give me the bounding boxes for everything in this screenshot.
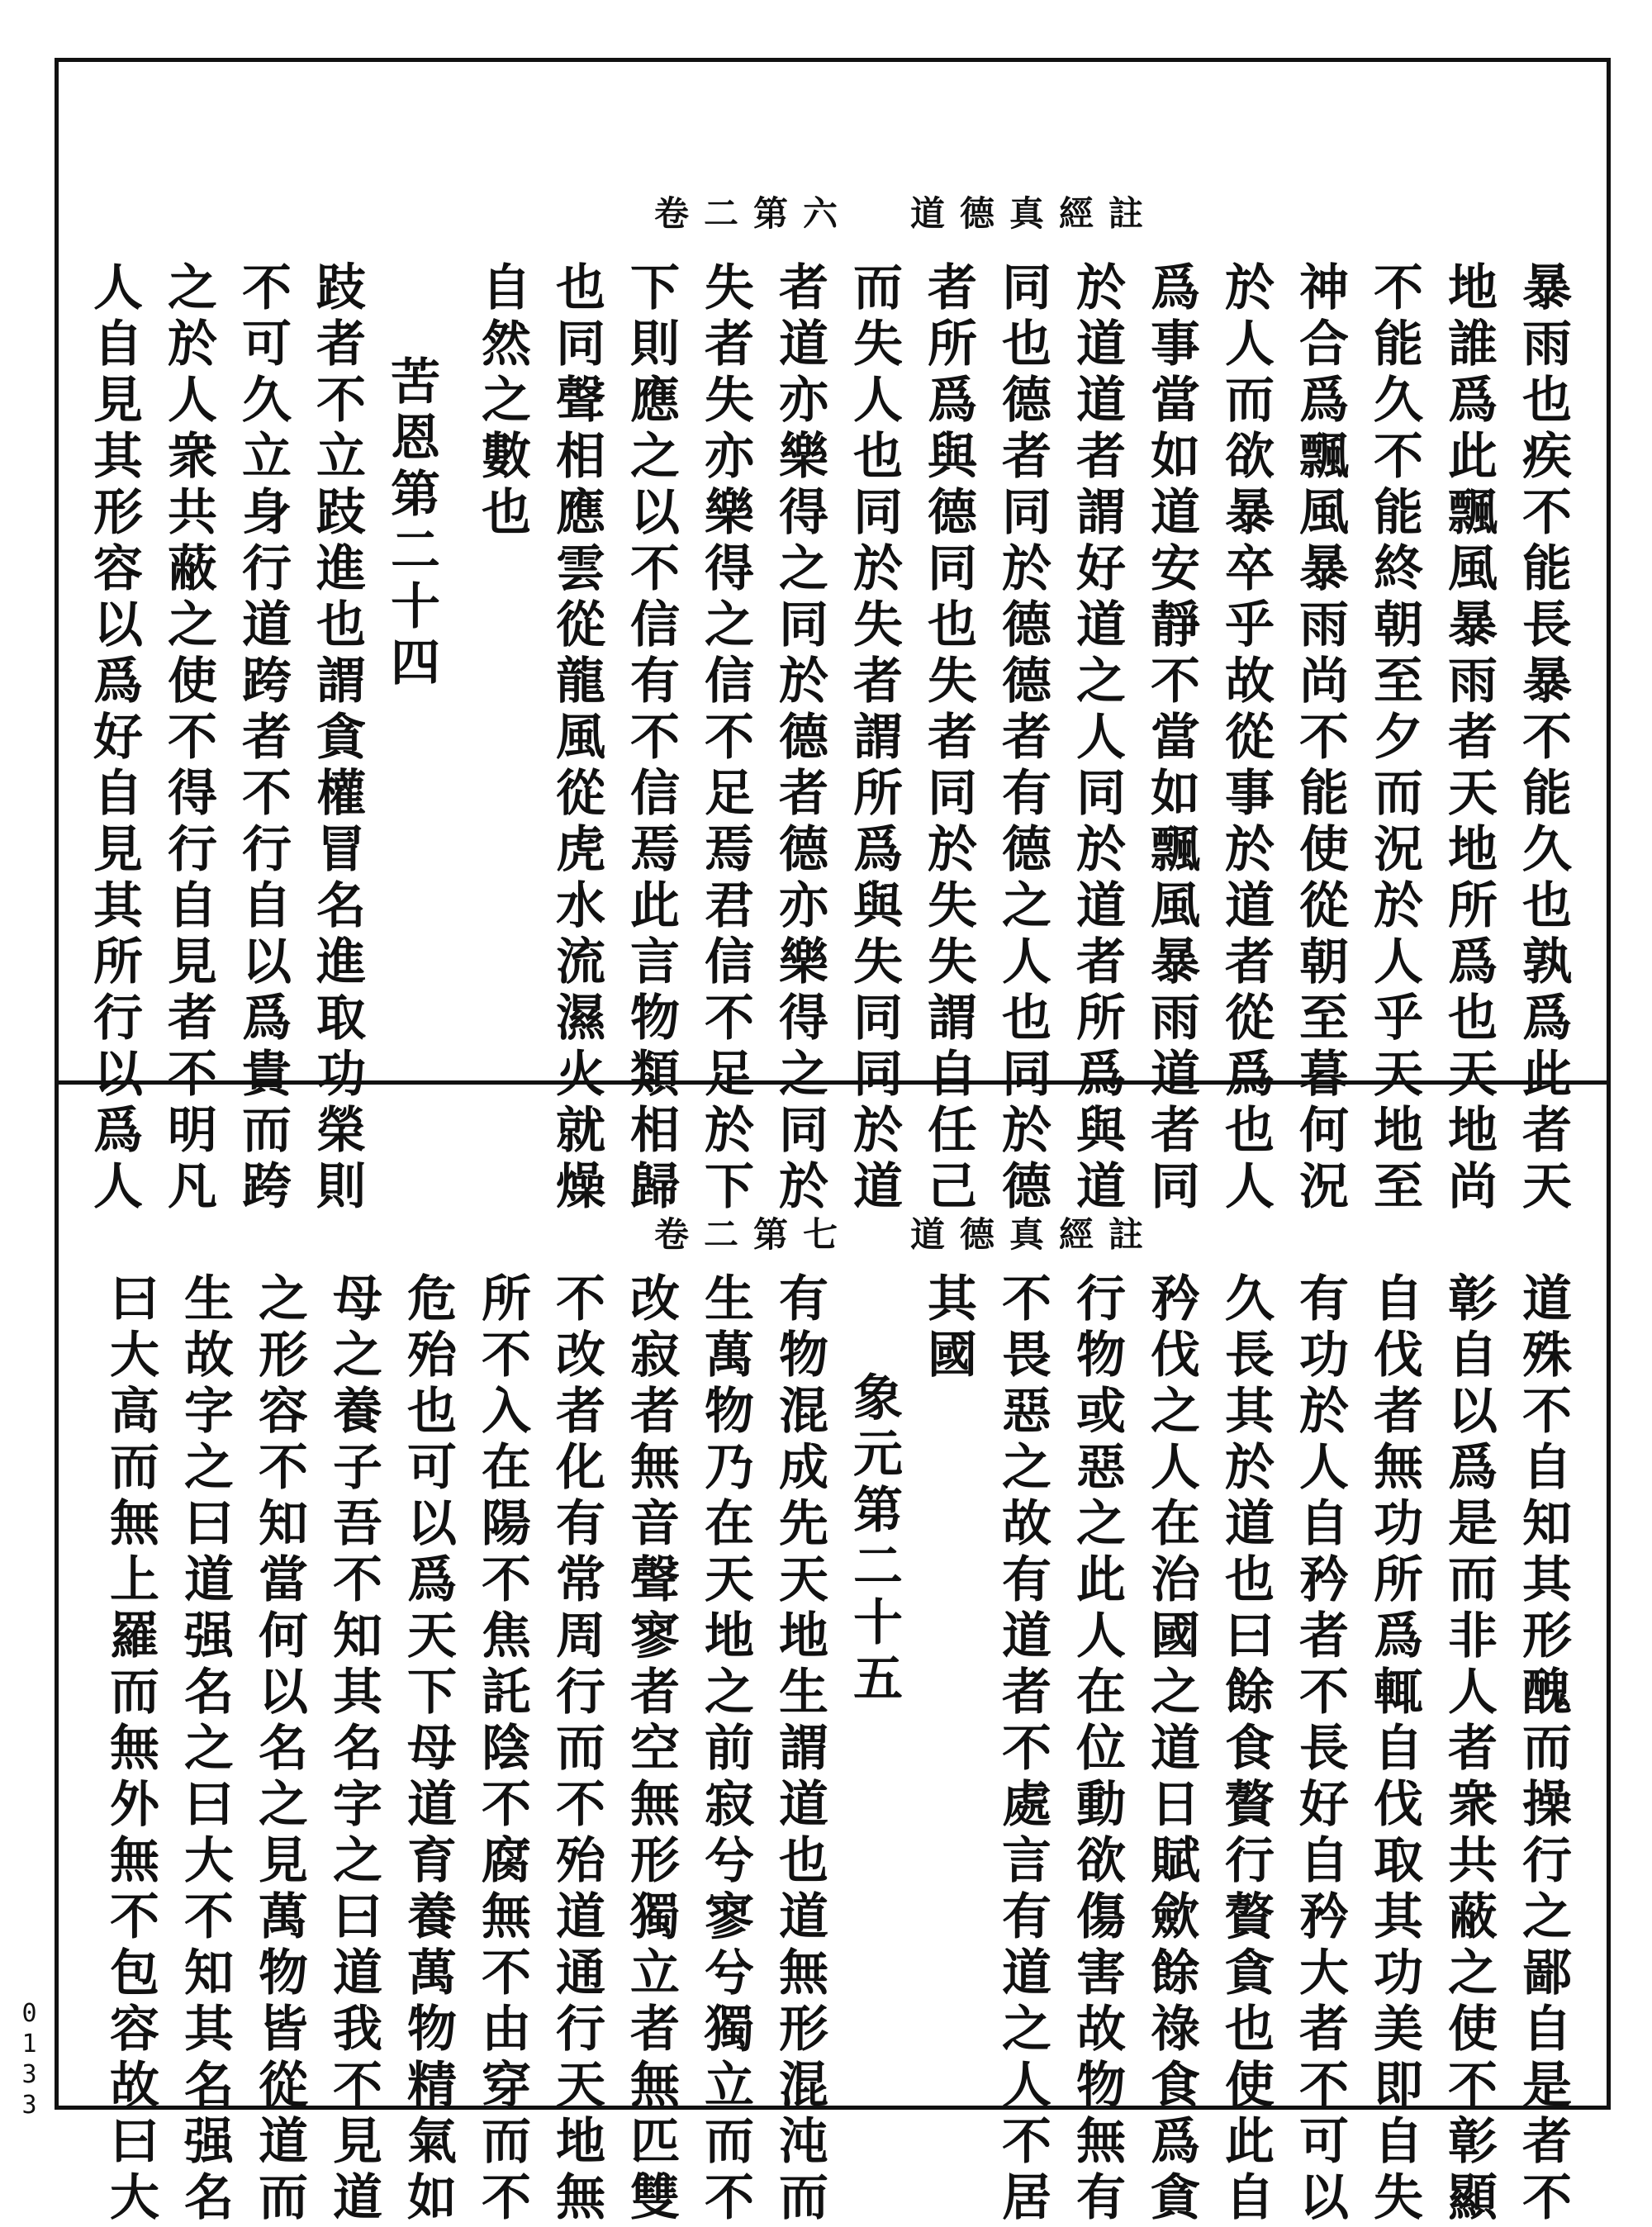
top-running-header xyxy=(654,187,1158,236)
text-column: 自然之數也 xyxy=(473,261,531,542)
text-column: 母之養子吾不知其名字之曰道我不見道 xyxy=(325,1272,382,2227)
text-column: 不可久立身行道跨者不行自以爲貴而跨 xyxy=(234,261,292,1216)
text-column: 於人而欲暴卒乎故從事於道者從爲也人 xyxy=(1217,261,1275,1216)
text-column: 久長其於道也曰餘食贅行贅貪也使此自 xyxy=(1217,1272,1275,2227)
text-column: 者所爲與德同也失者同於失失謂自任己 xyxy=(919,261,977,1216)
text-column: 地誰爲此飄風暴雨者天地所爲也天地尚 xyxy=(1440,261,1498,1216)
text-column: 道殊不自知其形醜而操行之鄙自是者不 xyxy=(1514,1272,1572,2227)
top-header-volume: 卷二第六 xyxy=(654,193,853,234)
sheet-number: 0133 xyxy=(15,1999,44,2121)
text-column: 之形容不知當何以名之見萬物皆從道而 xyxy=(250,1272,308,2227)
text-column: 不改者化有常周行而不殆道通行天地無 xyxy=(548,1272,605,2227)
text-column: 之於人衆共蔽之使不得行自見者不明凡 xyxy=(159,261,217,1216)
text-column: 也同聲相應雲從龍風從虎水流濕火就燥 xyxy=(548,261,605,1216)
top-header-title: 道德真經註 xyxy=(910,193,1159,234)
text-column: 爲事當如道安靜不當如飄風暴雨道者同 xyxy=(1142,261,1200,1216)
text-column: 不能久不能終朝至夕而況於人乎天地至 xyxy=(1365,261,1423,1216)
text-column: 人自見其形容以爲好自見其所行以爲人 xyxy=(85,261,143,1216)
text-column: 行物或惡之此人在位動欲傷害故物無有 xyxy=(1068,1272,1126,2227)
text-column: 所不入在陽不焦託陰不腐無不由穿而不 xyxy=(473,1272,531,2227)
text-column: 改寂者無音聲寥者空無形獨立者無匹雙 xyxy=(622,1272,680,2227)
bottom-header-title: 道德真經註 xyxy=(910,1214,1159,1255)
text-column: 而失人也同於失者謂所爲與失同同於道 xyxy=(845,261,903,1216)
text-column: 同也德者同於德德者有德之人也同於德 xyxy=(994,261,1051,1216)
text-column: 生故字之曰道强名之曰大不知其名强名 xyxy=(176,1272,234,2227)
bottom-header-volume: 卷二第七 xyxy=(654,1214,853,1255)
chapter-heading: 象元第二十五 xyxy=(845,1371,903,1708)
text-column: 危殆也可以爲天下母道育養萬物精氣如 xyxy=(399,1272,457,2227)
text-column: 跂者不立跂進也謂貪權冒名進取功榮則 xyxy=(308,261,366,1216)
text-column: 生萬物乃在天地之前寂兮寥兮獨立而不 xyxy=(696,1272,754,2227)
text-column: 者道亦樂得之同於德者德亦樂得之同於 xyxy=(771,261,828,1216)
chapter-heading: 苦恩第二十四 xyxy=(382,355,440,692)
text-column: 失者失亦樂得之信不足焉君信不足於下 xyxy=(696,261,754,1216)
text-column: 矜伐之人在治國之道日賦歛餘祿食爲貪 xyxy=(1142,1272,1200,2227)
text-column: 有功於人自矜者不長好自矜大者不可以 xyxy=(1291,1272,1349,2227)
text-column: 其國 xyxy=(919,1272,977,1384)
text-column: 於道道者謂好道之人同於道者所爲與道 xyxy=(1068,261,1126,1216)
text-column: 有物混成先天地生謂道也道無形混沌而 xyxy=(771,1272,828,2227)
text-column: 自伐者無功所爲輒自伐取其功美即自失 xyxy=(1365,1272,1423,2227)
text-column: 暴雨也疾不能長暴不能久也孰爲此者天 xyxy=(1514,261,1572,1216)
text-column: 曰大高而無上羅而無外無不包容故曰大 xyxy=(102,1272,159,2227)
text-column: 彰自以爲是而非人者衆共蔽之使不彰顯 xyxy=(1440,1272,1498,2227)
text-column: 不畏惡之故有道者不處言有道之人不居 xyxy=(994,1272,1051,2227)
text-column: 神合爲飄風暴雨尚不能使從朝至暮何況 xyxy=(1291,261,1349,1216)
text-column: 下則應之以不信有不信焉此言物類相歸 xyxy=(622,261,680,1216)
